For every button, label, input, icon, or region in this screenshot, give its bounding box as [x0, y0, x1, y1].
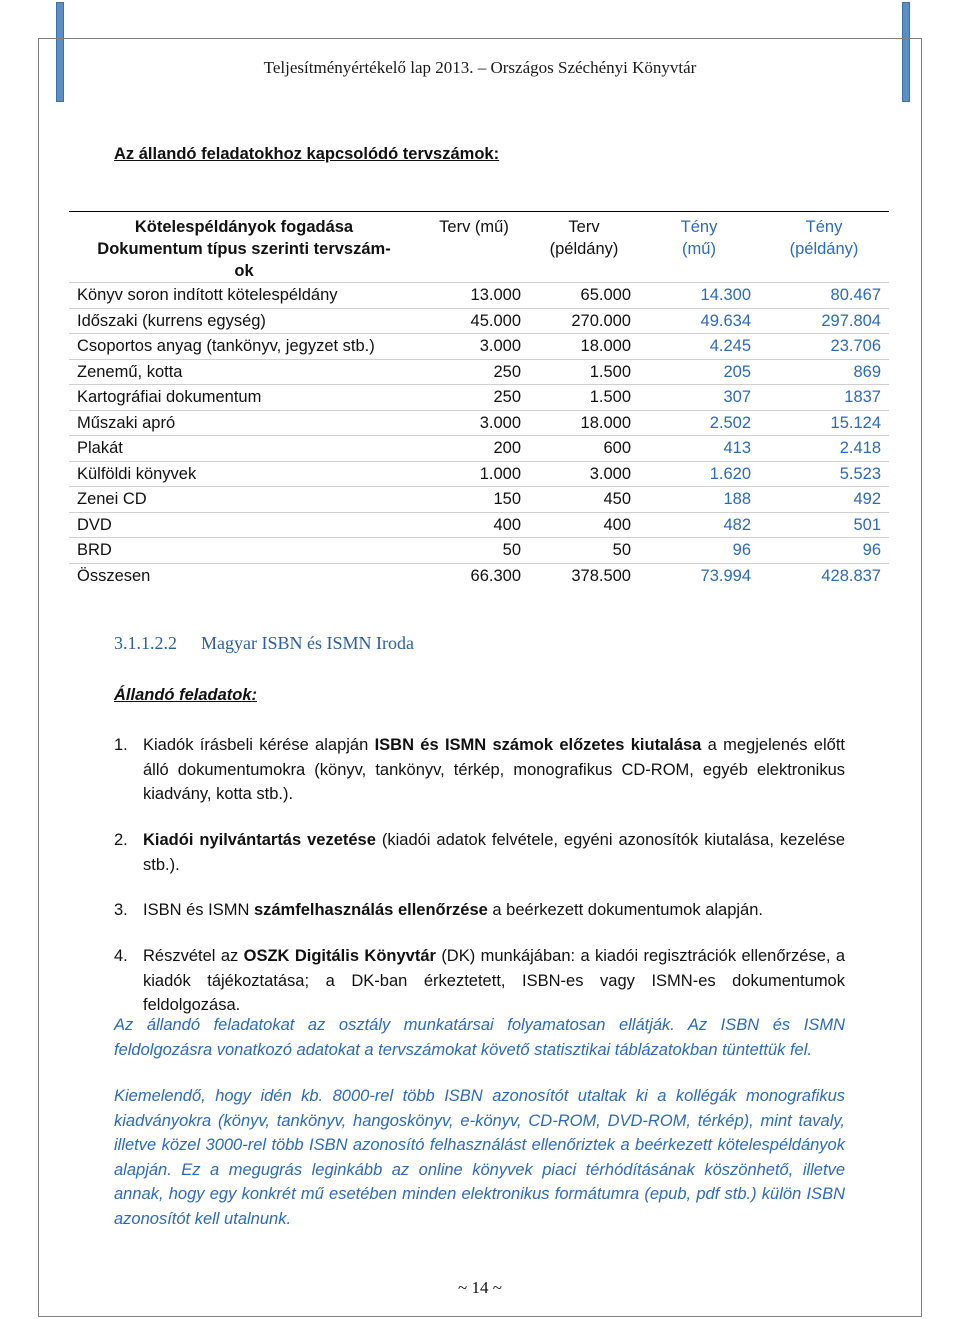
- list-item-text-post: (DK) munkájában: a kiadói regisztrációk ellenőrzése, a kiadók tájékoztatása; a DK-ban érkeztetett, ISBN-es vagy ISMN-es dokumentumok feldolgozása.: [143, 947, 846, 1014]
- row-label: Kartográfiai dokumentum: [69, 385, 419, 411]
- row-label: BRD: [69, 538, 419, 564]
- list-item-text-post: a beérkezett dokumentumok alapján.: [487, 901, 763, 919]
- task-list-item: [114, 828, 845, 877]
- list-item-text-bold: ISBN és ISMN számok előzetes kiutalása: [374, 736, 702, 754]
- table-header-terv-peldany: Terv (példány): [549, 218, 619, 258]
- list-item-number: 1.: [114, 736, 128, 754]
- row-label: Zenemű, kotta: [69, 359, 419, 385]
- row-teny-peldany: 501: [759, 512, 889, 538]
- table-row: [69, 359, 889, 385]
- list-item-text: [143, 944, 845, 1018]
- note-paragraph-1: Az állandó feladatokat az osztály munkatársai folyamatosan ellátják. Az ISBN és ISMN feldolgozásra vonatkozó adatokat a tervszámokat követő statisztikai táblázatokban tüntettük fel.: [114, 1016, 845, 1059]
- list-item-text-bold: OSZK Digitális Könyvtár: [243, 947, 436, 965]
- list-item-text-bold: Kiadói nyilvántartás vezetése: [143, 831, 376, 849]
- row-teny-mu: 188: [639, 487, 759, 513]
- row-terv-mu: 250: [419, 385, 529, 411]
- row-terv-mu: 150: [419, 487, 529, 513]
- row-teny-mu: 4.245: [639, 334, 759, 360]
- allando-heading: Állandó feladatok:: [114, 686, 258, 704]
- row-terv-peldany: 400: [529, 512, 639, 538]
- row-terv-mu: 400: [419, 512, 529, 538]
- table-row: [69, 308, 889, 334]
- row-terv-peldany: 1.500: [529, 359, 639, 385]
- row-teny-mu: 1.620: [639, 461, 759, 487]
- row-label: Zenei CD: [69, 487, 419, 513]
- row-teny-mu: 307: [639, 385, 759, 411]
- subsection-title: Magyar ISBN és ISMN Iroda: [201, 633, 414, 653]
- row-terv-peldany: 450: [529, 487, 639, 513]
- list-item-text-bold: számfelhasználás ellenőrzése: [253, 901, 488, 919]
- table-header-teny-peldany: Tény (példány): [789, 218, 859, 258]
- list-item-text: [143, 828, 845, 877]
- row-teny-peldany: 80.467: [759, 283, 889, 309]
- list-item-text-post: a megjelenés előtt álló dokumentumokra (könyv, tankönyv, térkép, monografikus CD-ROM, egyéb elektronikus kiadvány, kotta stb.).: [143, 736, 845, 803]
- table-row: [69, 385, 889, 411]
- row-terv-mu: 3.000: [419, 334, 529, 360]
- row-teny-peldany: 5.523: [759, 461, 889, 487]
- row-terv-peldany: 65.000: [529, 283, 639, 309]
- table-row: [69, 563, 889, 588]
- row-label: DVD: [69, 512, 419, 538]
- row-teny-peldany: 492: [759, 487, 889, 513]
- row-terv-peldany: 600: [529, 436, 639, 462]
- table-header-teny-mu: Tény (mű): [680, 218, 718, 258]
- header-category-line1: Kötelespéldányok fogadása: [134, 218, 354, 236]
- row-terv-peldany: 50: [529, 538, 639, 564]
- row-teny-mu: 482: [639, 512, 759, 538]
- task-list-item: [114, 733, 845, 807]
- list-item-text: [143, 733, 845, 807]
- row-terv-peldany: 270.000: [529, 308, 639, 334]
- table-header-terv-mu: Terv (mű): [439, 218, 509, 236]
- row-terv-peldany: 3.000: [529, 461, 639, 487]
- row-teny-mu: 2.502: [639, 410, 759, 436]
- row-terv-mu: 200: [419, 436, 529, 462]
- row-terv-mu: 3.000: [419, 410, 529, 436]
- row-teny-peldany: 428.837: [759, 563, 889, 588]
- table-row: [69, 334, 889, 360]
- row-terv-mu: 45.000: [419, 308, 529, 334]
- header-category-line2: Dokumentum típus szerinti tervszám-: [97, 240, 391, 258]
- section-title: Az állandó feladatokhoz kapcsolódó tervszámok:: [114, 145, 500, 163]
- row-label: Plakát: [69, 436, 419, 462]
- table-row: [69, 436, 889, 462]
- row-teny-mu: 96: [639, 538, 759, 564]
- header-category-line3: ok: [234, 262, 254, 280]
- list-item-text-pre: ISBN és ISMN: [143, 901, 254, 919]
- row-label: Időszaki (kurrens egység): [69, 308, 419, 334]
- row-teny-mu: 205: [639, 359, 759, 385]
- row-teny-peldany: 23.706: [759, 334, 889, 360]
- row-teny-mu: 49.634: [639, 308, 759, 334]
- row-teny-peldany: 96: [759, 538, 889, 564]
- table-row: [69, 410, 889, 436]
- row-terv-peldany: 1.500: [529, 385, 639, 411]
- row-label: Összesen: [69, 563, 419, 588]
- table-row: [69, 538, 889, 564]
- list-item-number: 4.: [114, 947, 128, 965]
- table-row: [69, 512, 889, 538]
- list-item-text-pre: Részvétel az: [143, 947, 244, 965]
- page-number: ~ 14 ~: [458, 1278, 502, 1297]
- list-item-text-pre: Kiadók írásbeli kérése alapján: [143, 736, 375, 754]
- table-header-row: [69, 212, 889, 283]
- row-label: Csoportos anyag (tankönyv, jegyzet stb.): [69, 334, 419, 360]
- row-terv-mu: 66.300: [419, 563, 529, 588]
- list-item-number: 2.: [114, 831, 128, 849]
- table-header-category: [69, 212, 419, 283]
- row-teny-peldany: 15.124: [759, 410, 889, 436]
- table-row: [69, 461, 889, 487]
- row-terv-mu: 50: [419, 538, 529, 564]
- row-terv-peldany: 18.000: [529, 410, 639, 436]
- row-teny-mu: 413: [639, 436, 759, 462]
- table-row: [69, 283, 889, 309]
- subsection-heading: [114, 633, 414, 654]
- row-terv-peldany: 18.000: [529, 334, 639, 360]
- row-terv-mu: 1.000: [419, 461, 529, 487]
- task-list-item: [114, 944, 845, 1018]
- subsection-number: 3.1.1.2.2: [114, 633, 177, 653]
- row-teny-peldany: 2.418: [759, 436, 889, 462]
- row-teny-peldany: 869: [759, 359, 889, 385]
- plan-table: [69, 211, 889, 588]
- list-item-number: 3.: [114, 901, 128, 919]
- note-paragraph-2: Kiemelendő, hogy idén kb. 8000-rel több ISBN azonosítót utaltak ki a kollégák monografikus kiadványokra (könyv, tankönyv, hangoskönyv, e-könyv, CD-ROM, DVD-ROM, térkép), mint tavaly, illetve közel 3000-rel több ISBN azonosító felhasználást ellenőriztek a beérkezett kötelespéldányok alapján. Ez a megugrás leginkább az online könyvek piaci térhódításának köszönhető, illetve annak, hogy egy konkrét mű esetében minden elektronikus formátumra (epub, pdf stb.) külön ISBN azonosítót kell utalnunk.: [114, 1087, 845, 1228]
- row-label: Külföldi könyvek: [69, 461, 419, 487]
- row-terv-mu: 13.000: [419, 283, 529, 309]
- row-teny-peldany: 1837: [759, 385, 889, 411]
- list-item-text-post: (kiadói adatok felvétele, egyéni azonosítók kiutalása, kezelése stb.).: [143, 831, 846, 874]
- row-teny-peldany: 297.804: [759, 308, 889, 334]
- row-label: Műszaki apró: [69, 410, 419, 436]
- row-teny-mu: 73.994: [639, 563, 759, 588]
- row-teny-mu: 14.300: [639, 283, 759, 309]
- row-terv-peldany: 378.500: [529, 563, 639, 588]
- task-list-item: [114, 898, 845, 923]
- table-row: [69, 487, 889, 513]
- page-header: Teljesítményértékelő lap 2013. – Országos Széchényi Könyvtár: [263, 58, 697, 77]
- list-item-text: [143, 898, 845, 923]
- row-terv-mu: 250: [419, 359, 529, 385]
- row-label: Könyv soron indított kötelespéldány: [69, 283, 419, 309]
